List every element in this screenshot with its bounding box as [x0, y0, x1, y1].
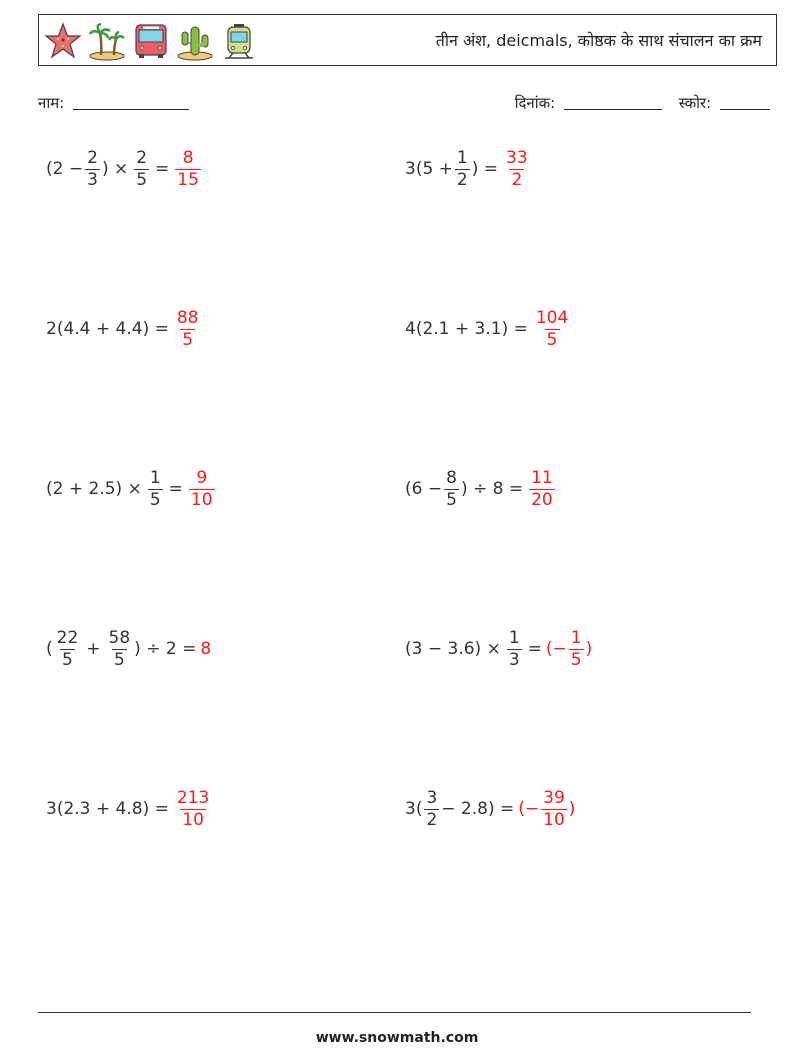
answer: $\frac{11}{20}$	[531, 467, 553, 510]
answer: $\frac{9}{10}$	[190, 467, 213, 510]
problem-10: 3( $\frac{3}{2}$ − 2.8) = (− $\frac{39}{10}$ )	[405, 787, 576, 830]
fraction: $\frac{8}{5}$	[446, 467, 457, 510]
score-label: स्कोर:	[678, 94, 712, 112]
problem-2: 3(5 + $\frac{1}{2}$ ) = $\frac{33}{2}$	[405, 146, 532, 192]
answer: $\frac{33}{2}$	[506, 147, 528, 190]
problem-7: ( $\frac{22}{5}$ + $\frac{58}{5}$ ) ÷ 2 = 8	[46, 627, 212, 670]
problem-1: (2 − $\frac{2}{3}$ ) × $\frac{2}{5}$ = $\frac{8}{15}$	[46, 146, 203, 192]
answer: (− $\frac{39}{10}$ )	[518, 787, 576, 830]
fraction: $\frac{58}{5}$	[108, 627, 131, 670]
starfish-icon	[43, 21, 83, 61]
problem-3: 2(4.4 + 4.4) = $\frac{88}{5}$	[46, 306, 203, 352]
fraction: $\frac{1}{2}$	[456, 147, 468, 190]
problem-6: (6 − $\frac{8}{5}$ ) ÷ 8 = $\frac{11}{20}$	[405, 466, 557, 512]
problem-9: 3(2.3 + 4.8) = $\frac{213}{10}$	[46, 786, 213, 832]
cactus-icon	[175, 21, 215, 61]
answer: (− $\frac{1}{5}$ )	[545, 627, 593, 670]
answer: $\frac{104}{5}$	[535, 307, 569, 350]
date-blank[interactable]	[564, 95, 662, 110]
fraction: $\frac{3}{2}$	[426, 787, 438, 830]
worksheet-header	[38, 14, 777, 66]
worksheet-title: तीन अंश, deicmals, कोष्ठक के साथ संचालन का क्रम	[435, 31, 762, 50]
fraction: $\frac{1}{3}$	[508, 627, 520, 670]
header-icons	[43, 21, 259, 61]
fraction: $\frac{2}{3}$	[87, 147, 98, 190]
date-label: दिनांक:	[514, 94, 556, 112]
answer: $\frac{88}{5}$	[176, 307, 199, 350]
name-field	[38, 93, 189, 113]
fraction: $\frac{22}{5}$	[56, 627, 79, 670]
score-blank[interactable]	[720, 95, 770, 110]
answer: $\frac{8}{15}$	[177, 147, 199, 190]
bus-icon	[131, 21, 171, 61]
fraction: $\frac{2}{5}$	[136, 147, 148, 190]
footer-divider	[38, 1012, 751, 1013]
problem-8: (3 − 3.6) × $\frac{1}{3}$ = (− $\frac{1}{5}$ )	[405, 627, 593, 670]
name-label: नाम:	[38, 94, 65, 112]
answer: 8	[200, 639, 212, 659]
answer: $\frac{213}{10}$	[176, 787, 210, 830]
tram-icon	[219, 21, 259, 61]
footer-url[interactable]: www.snowmath.com	[315, 1030, 479, 1046]
name-blank[interactable]	[73, 95, 189, 110]
problem-5: (2 + 2.5) × $\frac{1}{5}$ = $\frac{9}{10}$	[46, 466, 217, 512]
fraction: $\frac{1}{5}$	[149, 467, 161, 510]
problem-4: 4(2.1 + 3.1) = $\frac{104}{5}$	[405, 306, 572, 352]
palm-island-icon	[87, 21, 127, 61]
date-score-fields	[515, 93, 770, 113]
